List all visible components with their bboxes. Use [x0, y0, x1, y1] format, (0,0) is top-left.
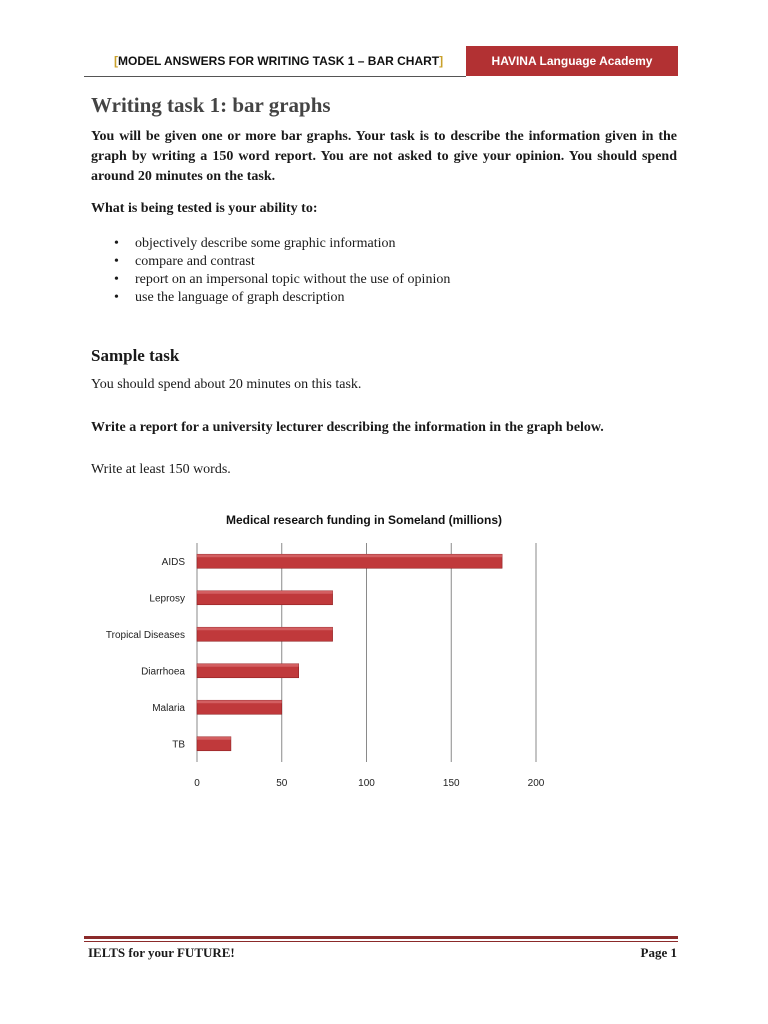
bar-highlight: [197, 737, 231, 740]
sample-words: Write at least 150 words.: [91, 462, 231, 477]
sample-time: You should spend about 20 minutes on this task.: [91, 377, 362, 392]
category-label: TB: [172, 739, 185, 751]
x-tick-label: 100: [358, 778, 375, 789]
x-tick-label: 200: [527, 778, 545, 789]
bar-highlight: [197, 554, 502, 557]
category-label: Leprosy: [149, 593, 185, 605]
footer-divider-thin: [84, 941, 678, 942]
sample-instruction: Write a report for a university lecturer describing the information in the graph below.: [91, 420, 604, 435]
bar-highlight: [197, 664, 299, 667]
bar-highlight: [197, 627, 333, 630]
sample-heading: Sample task: [91, 346, 180, 365]
x-tick-label: 150: [442, 778, 460, 789]
intro-paragraph: You will be given one or more bar graphs. Your task is to describe the information given in the graph by writing a 150 word report. You are not asked to give your opinion. You should spend around 20 minutes on the task.: [91, 129, 677, 184]
bar-highlight: [197, 591, 333, 594]
footer-slogan: IELTS for your FUTURE!: [88, 945, 235, 960]
category-label: Malaria: [152, 702, 185, 714]
header-title-text: MODEL ANSWERS FOR WRITING TASK 1 – BAR CHART: [118, 54, 440, 68]
list-item: • report on an impersonal topic without the use of opinion: [91, 271, 450, 289]
category-label: Diarrhoea: [141, 666, 185, 678]
x-tick-label: 50: [276, 778, 288, 789]
list-item: • compare and contrast: [91, 253, 450, 271]
tested-heading: What is being tested is your ability to:: [91, 201, 318, 216]
bracket-close: ]: [439, 54, 444, 68]
list-item: • use the language of graph description: [91, 289, 450, 307]
bar-highlight: [197, 700, 282, 703]
bracket-open: [: [114, 54, 118, 68]
chart-title: Medical research funding in Someland (millions): [225, 513, 503, 527]
x-tick-label: 0: [194, 778, 200, 789]
footer-divider: [84, 936, 678, 939]
category-label: AIDS: [161, 556, 185, 568]
page-title: Writing task 1: bar graphs: [91, 93, 331, 117]
category-label: Tropical Diseases: [105, 629, 185, 641]
brand-badge: HAVINA Language Academy: [466, 46, 678, 76]
list-item: • objectively describe some graphic information: [91, 235, 450, 253]
page-number: Page 1: [640, 945, 677, 960]
